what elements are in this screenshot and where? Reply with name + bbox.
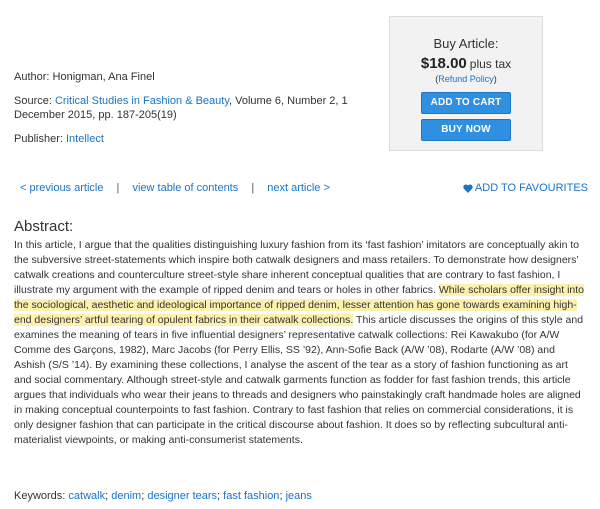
source-label: Source:: [14, 95, 52, 107]
abstract-text-start: In this article, I argue that the qualities distinguishing luxury fashion from its ‘fast fashion’ imitators are conceptually akin to the subversive street-statements which inspire both catwalk designers and mass retailers. To demonstrate how designers’ catwalk creations and counterculture street-style share inherent conceptual qualities that are contrary to fast fashion, I illustrate my argument with the example of ripped denim and tears or holes in other fabrics.: [14, 239, 580, 296]
publisher-label: Publisher:: [14, 133, 63, 145]
keywords-label: Keywords:: [14, 490, 66, 502]
nav-separator: |: [116, 182, 120, 194]
keyword-separator: ;: [217, 490, 221, 502]
author-label: Author:: [14, 71, 50, 83]
heart-icon: [463, 184, 473, 193]
add-to-cart-button[interactable]: ADD TO CART: [421, 92, 511, 114]
source-journal-link[interactable]: Critical Studies in Fashion & Beauty: [54, 95, 230, 107]
keyword-separator: ;: [279, 490, 283, 502]
keywords: [14, 489, 312, 503]
refund-policy-link[interactable]: Refund Policy: [438, 74, 494, 84]
article-navigation: [20, 181, 592, 195]
keyword-separator: ;: [141, 490, 145, 502]
buy-article-title: Buy Article:: [433, 36, 499, 51]
refund-paren-open: (: [435, 74, 439, 84]
abstract-text: [14, 238, 586, 448]
keyword-separator: ;: [105, 490, 109, 502]
publisher-link[interactable]: Intellect: [65, 133, 104, 145]
abstract-highlighted-text: While scholars offer insight into the sociological, aesthetic and ideological importance of ripped denim, lesser attention has gone towards examining high-end designers’ artful tearing of opulent fabrics in their catwalk collections.: [14, 284, 585, 326]
tax-note: plus tax: [469, 57, 512, 71]
abstract-heading: Abstract:: [14, 218, 74, 235]
add-to-favourites-label: ADD TO FAVOURITES: [474, 182, 588, 194]
previous-article-link[interactable]: < previous article: [20, 182, 104, 194]
keyword-link[interactable]: jeans: [285, 490, 312, 502]
article-meta: [14, 70, 374, 156]
keyword-link[interactable]: designer tears: [147, 490, 218, 502]
keyword-link[interactable]: fast fashion: [223, 490, 280, 502]
publisher-row: [14, 132, 374, 146]
keyword-link[interactable]: denim: [111, 490, 142, 502]
price: $18.00: [420, 55, 467, 72]
price-line: [390, 55, 542, 72]
refund-paren-close: ): [493, 74, 497, 84]
author-name: Honigman, Ana Finel: [52, 71, 155, 83]
keyword-link[interactable]: catwalk: [68, 490, 106, 502]
source-details: , Volume 6, Number 2, 1 December 2015, pp. 187-205(19): [14, 95, 348, 121]
refund-policy: [390, 74, 542, 84]
add-to-favourites-link[interactable]: [463, 181, 588, 195]
author-row: [14, 70, 374, 84]
buy-article-box: [389, 16, 543, 151]
nav-separator: |: [251, 182, 255, 194]
abstract-text-end: This article discusses the origins of this style and examines the meaning of tears in five influential designers’ representative catwalk collections: Rei Kawakubo (for A/W Comme des Garçons, 1982), Marc Jacobs (for Perry Ellis, SS ’92), Ann-Sofie Back (A/W ’08), Rodarte (A/W ’08) and Ashish (S/S ’14). By examining these collections, I analyse the ascent of the tear as a story of fashion functioning as art and social commentary. Although street-style and catwalk garments function as fodder for fast fashion trends, this article argues that individuals who wear their jeans to threads and designers who painstakingly craft handmade holes are aligned in making conceptual counterpoints to fast fashion. Contrary to fast fashion that relies on commercial considerations, it is only designer fashion that can participate in the critical discourse about fashion. It does so by reflecting subcultural anti-materialist viewpoints, or making anti-consumerist statements.: [14, 314, 584, 446]
buy-now-button[interactable]: BUY NOW: [421, 119, 511, 141]
source-row: [14, 94, 374, 122]
view-table-of-contents-link[interactable]: view table of contents: [132, 182, 239, 194]
next-article-link[interactable]: next article >: [267, 182, 330, 194]
